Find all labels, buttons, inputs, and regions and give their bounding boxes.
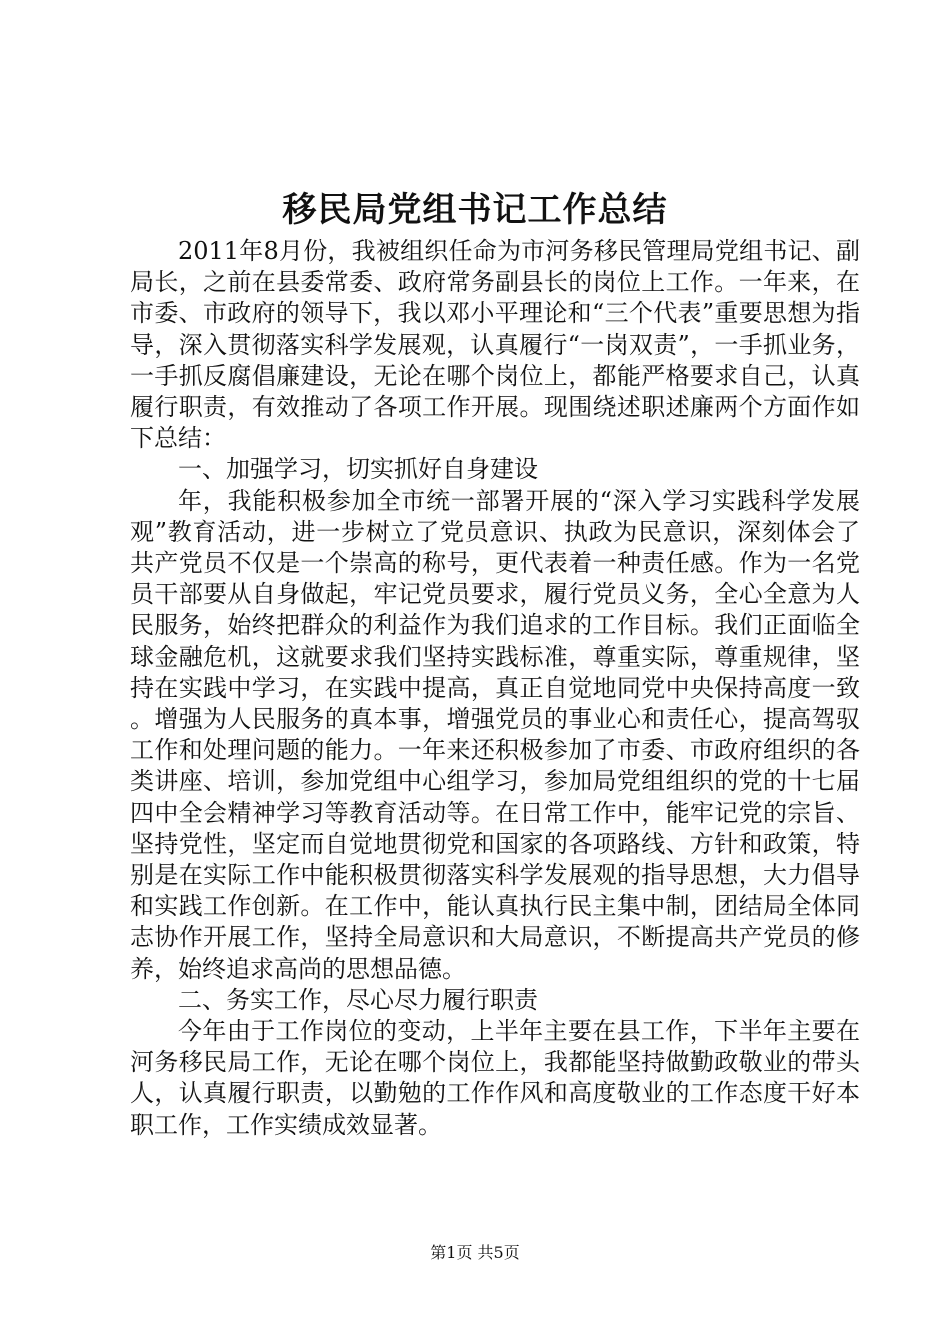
document-body <box>130 236 860 1141</box>
document-title: 移民局党组书记工作总结 <box>282 190 668 230</box>
page-number-footer: 第1页 共5页 <box>430 1243 520 1262</box>
paragraph-study: 年，我能积极参加全市统一部署开展的“深入学习实践科学发展观”教育活动，进一步树立了党员意识、执政为民意识，深刻体会了共产党员不仅是一个崇高的称号，更代表着一种责任感。作为一名党员干部要从自身做起，牢记党员要求，履行党员义务，全心全意为人民服务，始终把群众的利益作为我们追求的工作目标。我们正面临全球金融危机，这就要求我们坚持实践标准，尊重实际，尊重规律，坚持在实践中学习，在实践中提高，真正自觉地同党中央保持高度一致。增强为人民服务的真本事，增强党员的事业心和责任心，提高驾驭工作和处理问题的能力。一年来还积极参加了市委、市政府组织的各类讲座、培训，参加党组中心组学习，参加局党组组织的党的十七届四中全会精神学习等教育活动等。在日常工作中，能牢记党的宗旨、坚持党性，坚定而自觉地贯彻党和国家的各项路线、方针和政策，特别是在实际工作中能积极贯彻落实科学发展观的指导思想，大力倡导和实践工作创新。在工作中，能认真执行民主集中制，团结局全体同志协作开展工作，坚持全局意识和大局意识，不断提高共产党员的修养，始终追求高尚的思想品德。 <box>130 486 860 983</box>
paragraph-work: 今年由于工作岗位的变动，上半年主要在县工作，下半年主要在河务移民局工作，无论在哪个岗位上，我都能坚持做勤政敬业的带头人，认真履行职责，以勤勉的工作作风和高度敬业的工作态度干好本职工作，工作实绩成效显著。 <box>130 1017 860 1139</box>
section-heading-2: 二、务实工作，尽心尽力履行职责 <box>178 985 538 1014</box>
section-heading-1: 一、加强学习，切实抓好自身建设 <box>178 455 538 484</box>
paragraph-intro: 2011年8月份，我被组织任命为市河务移民管理局党组书记、副局长，之前在县委常委、政府常务副县长的岗位上工作。一年来，在市委、市政府的领导下，我以邓小平理论和“三个代表”重要思想为指导，深入贯彻落实科学发展观，认真履行“一岗双责”，一手抓业务，一手抓反腐倡廉建设，无论在哪个岗位上，都能严格要求自己，认真履行职责，有效推动了各项工作开展。现围绕述职述廉两个方面作如下总结： <box>130 237 860 453</box>
